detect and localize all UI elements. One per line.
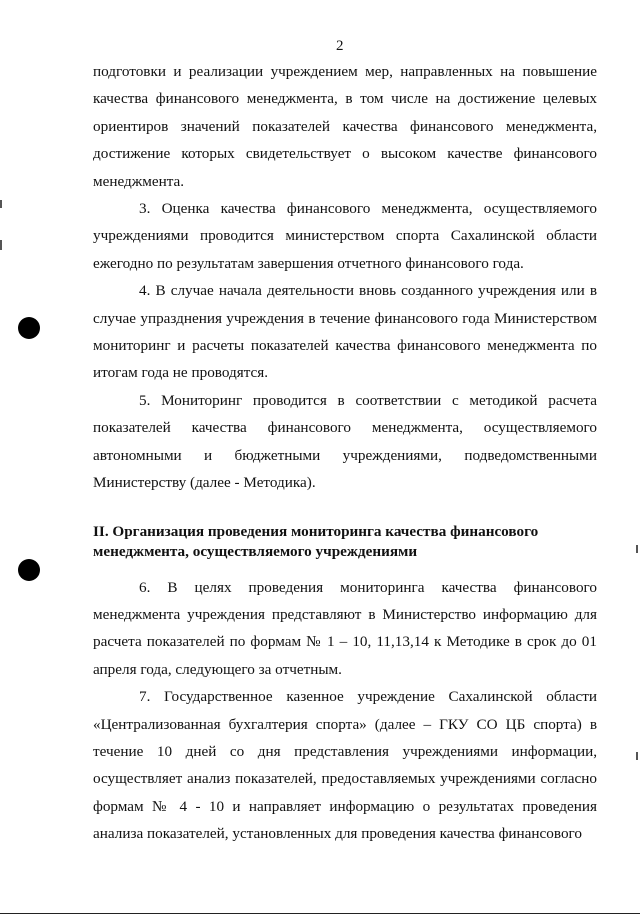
section-heading-line-1: II. Организация проведения мониторинга качества финансового bbox=[93, 522, 539, 540]
paragraph-3: 3. Оценка качества финансового менеджмента, осуществляемого учреждениями проводится министерством спорта Сахалинской области ежегодно по результатам завершения отчетного финансового года. bbox=[93, 200, 597, 272]
paragraph-intro: подготовки и реализации учреждением мер, направленных на повышение качества финансового менеджмента, в том числе на достижение целевых ориентиров значений показателей качества финансового менеджмента, достижение которых свидетельствует о высоком качестве финансового менеджмента. bbox=[93, 63, 597, 190]
paragraph-7: 7. Государственное казенное учреждение Сахалинской области «Централизованная бухгалтерия спорта» (далее – ГКУ СО ЦБ спорта) в течение 10 дней со дня представления учреждениями информации, осуществляет анализ показателей, предоставляемых учреждениями согласно формам № 4 - 10 и направляет информацию о результатах проведения анализа показателей, установленных для проведения качества финансового bbox=[93, 688, 597, 843]
scan-mark bbox=[636, 545, 638, 553]
scan-mark bbox=[0, 200, 2, 208]
document-body bbox=[93, 58, 597, 848]
scan-mark bbox=[0, 240, 2, 250]
scan-mark bbox=[636, 752, 638, 760]
paragraph-4: 4. В случае начала деятельности вновь созданного учреждения или в случае упразднения учреждения в течение финансового года Министерством мониторинг и расчеты показателей качества финансового менеджмента по итогам года не проводятся. bbox=[93, 282, 597, 382]
page-number: 2 bbox=[336, 38, 344, 54]
page-bottom-edge bbox=[0, 913, 640, 914]
section-heading bbox=[93, 522, 597, 562]
paragraph-6: 6. В целях проведения мониторинга качества финансового менеджмента учреждения представляют в Министерство информацию для расчета показателей по формам № 1 – 10, 11,13,14 к Методике в срок до 01 апреля года, следующего за отчетным. bbox=[93, 578, 597, 678]
punch-hole-top bbox=[18, 317, 40, 339]
punch-hole-bottom bbox=[18, 559, 40, 581]
paragraph-5: 5. Мониторинг проводится в соответствии с методикой расчета показателей качества финансового менеджмента, осуществляемого автономными и бюджетными учреждениями, подведомственными Министерству (далее - Методика). bbox=[93, 391, 597, 492]
section-heading-line-2: менеджмента, осуществляемого учреждениями bbox=[93, 542, 418, 560]
